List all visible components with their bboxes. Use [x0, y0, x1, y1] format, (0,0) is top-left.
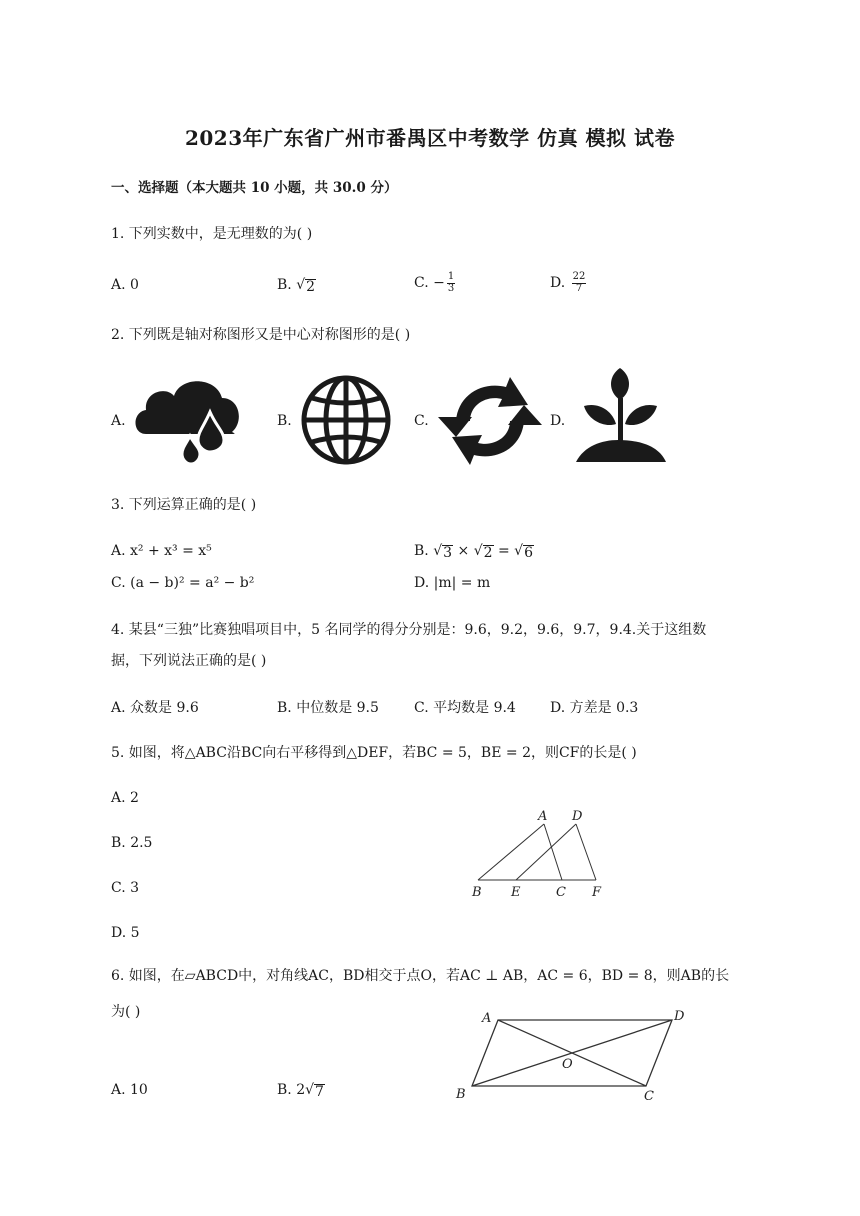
question-2-stem: 2. 下列既是轴对称图形又是中心对称图形的是( ): [111, 327, 411, 343]
q1-option-d: D. $\frac{22}{7}$: [550, 271, 586, 294]
q1-option-c: C. − $\frac{1}{3}$: [414, 271, 455, 294]
q2-option-c-label: C.: [414, 413, 429, 429]
q3-option-c: C. (a − b)² = a² − b²: [111, 575, 255, 591]
q1-option-a: A. 0: [111, 277, 139, 293]
q5-label-b: B: [472, 885, 482, 900]
q5-label-e: E: [511, 885, 521, 900]
page-title: 2023年广东省广州市番禺区中考数学 仿真 模拟 试卷: [184, 126, 676, 150]
q6-label-d: D: [674, 1009, 685, 1024]
q5-label-a: A: [538, 809, 548, 824]
q1-option-b: B. √ 2: [277, 277, 316, 295]
q2-option-d-label: D.: [550, 413, 566, 429]
question-6-stem-line2: 为( ): [111, 1004, 141, 1020]
q4-option-b: B. 中位数是 9.5: [277, 700, 379, 716]
q5-label-c: C: [556, 885, 566, 900]
q2-option-a-label: A.: [111, 413, 126, 429]
q3-option-b: B. √ 3 × √ 2 = √ 6: [414, 543, 534, 561]
q5-option-c: C. 3: [111, 880, 140, 896]
q6-option-b: B. 2 √ 7: [277, 1082, 324, 1100]
q4-option-a: A. 众数是 9.6: [111, 700, 199, 716]
question-6-stem-line1: 6. 如图，在▱ABCD中，对角线AC，BD相交于点O，若AC ⊥ AB，AC = 6，BD = 8，则AB的长: [111, 968, 730, 984]
q6-option-a: A. 10: [111, 1082, 148, 1098]
q6-label-c: C: [644, 1089, 654, 1104]
q6-label-o: O: [562, 1057, 573, 1072]
q2-option-b-label: B.: [277, 413, 292, 429]
q6-label-b: B: [456, 1087, 466, 1102]
q5-translation-figure: [466, 806, 616, 902]
q5-option-b: B. 2.5: [111, 835, 153, 851]
question-4-stem-line1: 4. 某县“三独”比赛独唱项目中，5 名同学的得分分别是：9.6，9.2，9.6，9.7，9.4.关于这组数: [111, 622, 707, 638]
q5-label-f: F: [592, 885, 602, 900]
q5-option-d: D. 5: [111, 925, 140, 941]
cloud-rain-icon: [132, 372, 244, 468]
section-header: 一、选择题（本大题共 10 小题，共 30.0 分）: [111, 180, 398, 196]
sprout-plant-icon: [574, 366, 668, 468]
question-4-stem-line2: 据，下列说法正确的是( ): [111, 653, 267, 669]
q6-parallelogram-figure: [450, 1002, 694, 1106]
q4-option-c: C. 平均数是 9.4: [414, 700, 516, 716]
q4-option-d: D. 方差是 0.3: [550, 700, 639, 716]
q3-option-a: A. x² + x³ = x⁵: [111, 543, 212, 559]
question-1-stem: 1. 下列实数中，是无理数的为( ): [111, 226, 313, 242]
q3-option-d: D. |m| = m: [414, 575, 491, 591]
refresh-arrows-icon: [436, 375, 544, 467]
q6-label-a: A: [482, 1011, 492, 1026]
globe-icon: [298, 372, 394, 468]
question-5-stem: 5. 如图，将△ABC沿BC向右平移得到△DEF，若BC = 5，BE = 2，则CF的长是( ): [111, 745, 637, 761]
question-3-stem: 3. 下列运算正确的是( ): [111, 497, 257, 513]
q5-label-d: D: [572, 809, 583, 824]
q5-option-a: A. 2: [111, 790, 139, 806]
